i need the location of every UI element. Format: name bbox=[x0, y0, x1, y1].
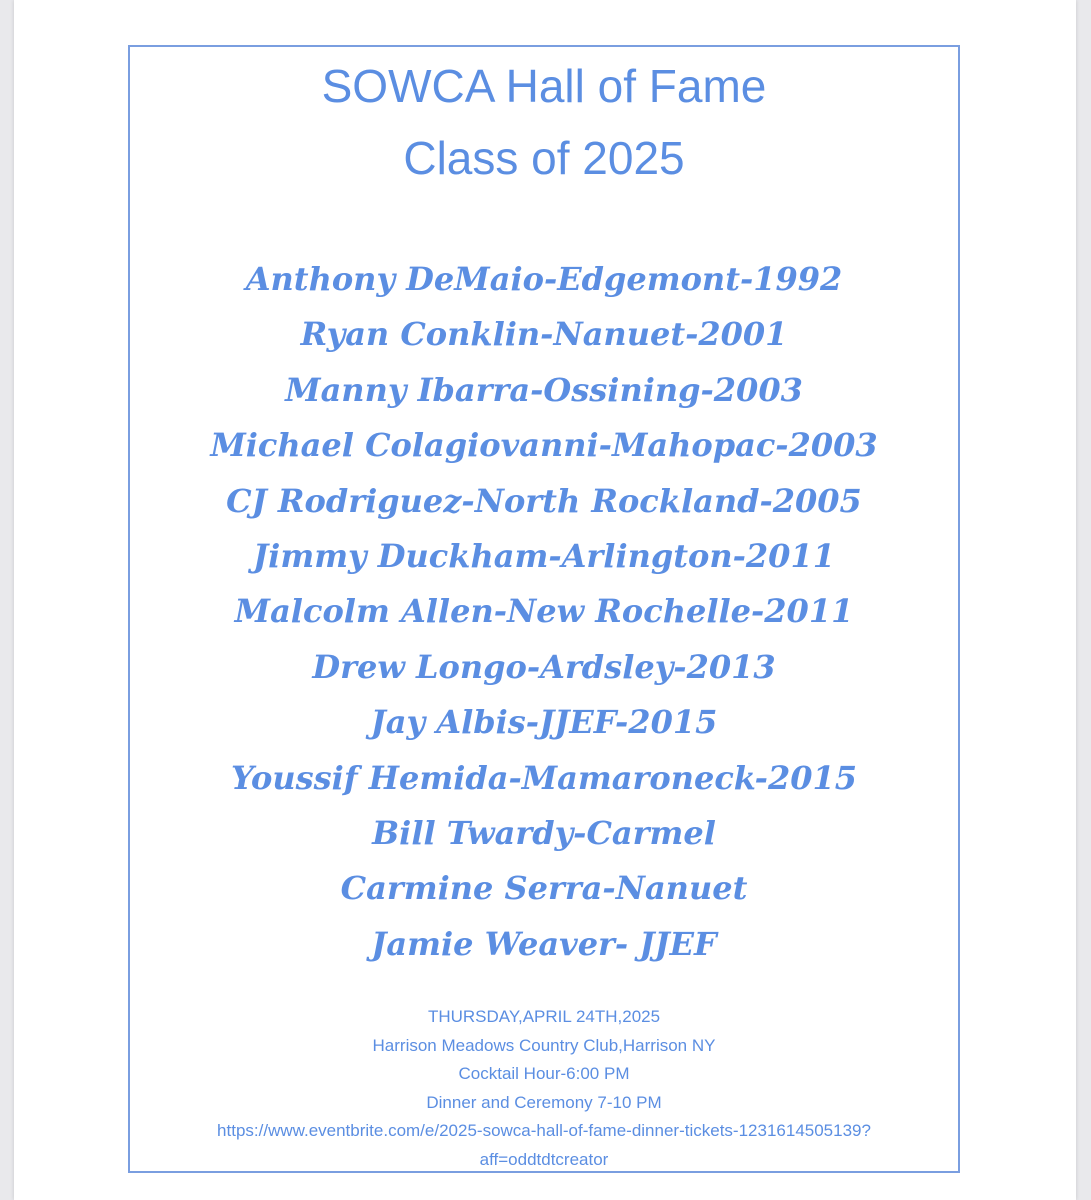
inductee-name: CJ Rodriguez-North Rockland-2005 bbox=[226, 481, 862, 520]
event-venue: Harrison Meadows Country Club,Harrison NY bbox=[372, 1035, 716, 1055]
flyer-border bbox=[128, 45, 960, 1173]
ticket-link-continued[interactable]: aff=oddtdtcreator bbox=[479, 1149, 609, 1169]
inductee-name: Jimmy Duckham-Arlington-2011 bbox=[253, 536, 835, 575]
inductee-name: Manny Ibarra-Ossining-2003 bbox=[285, 370, 803, 409]
inductee-name: Ryan Conklin-Nanuet-2001 bbox=[300, 315, 788, 354]
event-details bbox=[130, 1003, 958, 1175]
ticket-link[interactable]: https://www.eventbrite.com/e/2025-sowca-hall-of-fame-dinner-tickets-1231614505139? bbox=[217, 1121, 871, 1141]
inductee-name: Drew Longo-Ardsley-2013 bbox=[312, 647, 776, 686]
inductee-name: Carmine Serra-Nanuet bbox=[340, 869, 748, 908]
dinner-time: Dinner and Ceremony 7-10 PM bbox=[426, 1092, 662, 1112]
inductee-name: Jay Albis-JJEF-2015 bbox=[370, 703, 718, 742]
flyer-subtitle: Class of 2025 bbox=[403, 132, 685, 184]
cocktail-time: Cocktail Hour-6:00 PM bbox=[458, 1064, 630, 1084]
inductee-name: Youssif Hemida-Mamaroneck-2015 bbox=[230, 758, 858, 797]
inductee-name: Bill Twardy-Carmel bbox=[372, 813, 716, 852]
inductee-name: Jamie Weaver- JJEF bbox=[371, 924, 717, 963]
inductee-list bbox=[130, 252, 958, 972]
inductee-name: Malcolm Allen-New Rochelle-2011 bbox=[234, 592, 854, 631]
event-date: THURSDAY,APRIL 24TH,2025 bbox=[427, 1007, 661, 1026]
inductee-name: Michael Colagiovanni-Mahopac-2003 bbox=[210, 426, 878, 465]
document-page bbox=[14, 0, 1076, 1200]
inductee-name: Anthony DeMaio-Edgemont-1992 bbox=[245, 260, 843, 298]
flyer-title: SOWCA Hall of Fame bbox=[321, 60, 767, 112]
